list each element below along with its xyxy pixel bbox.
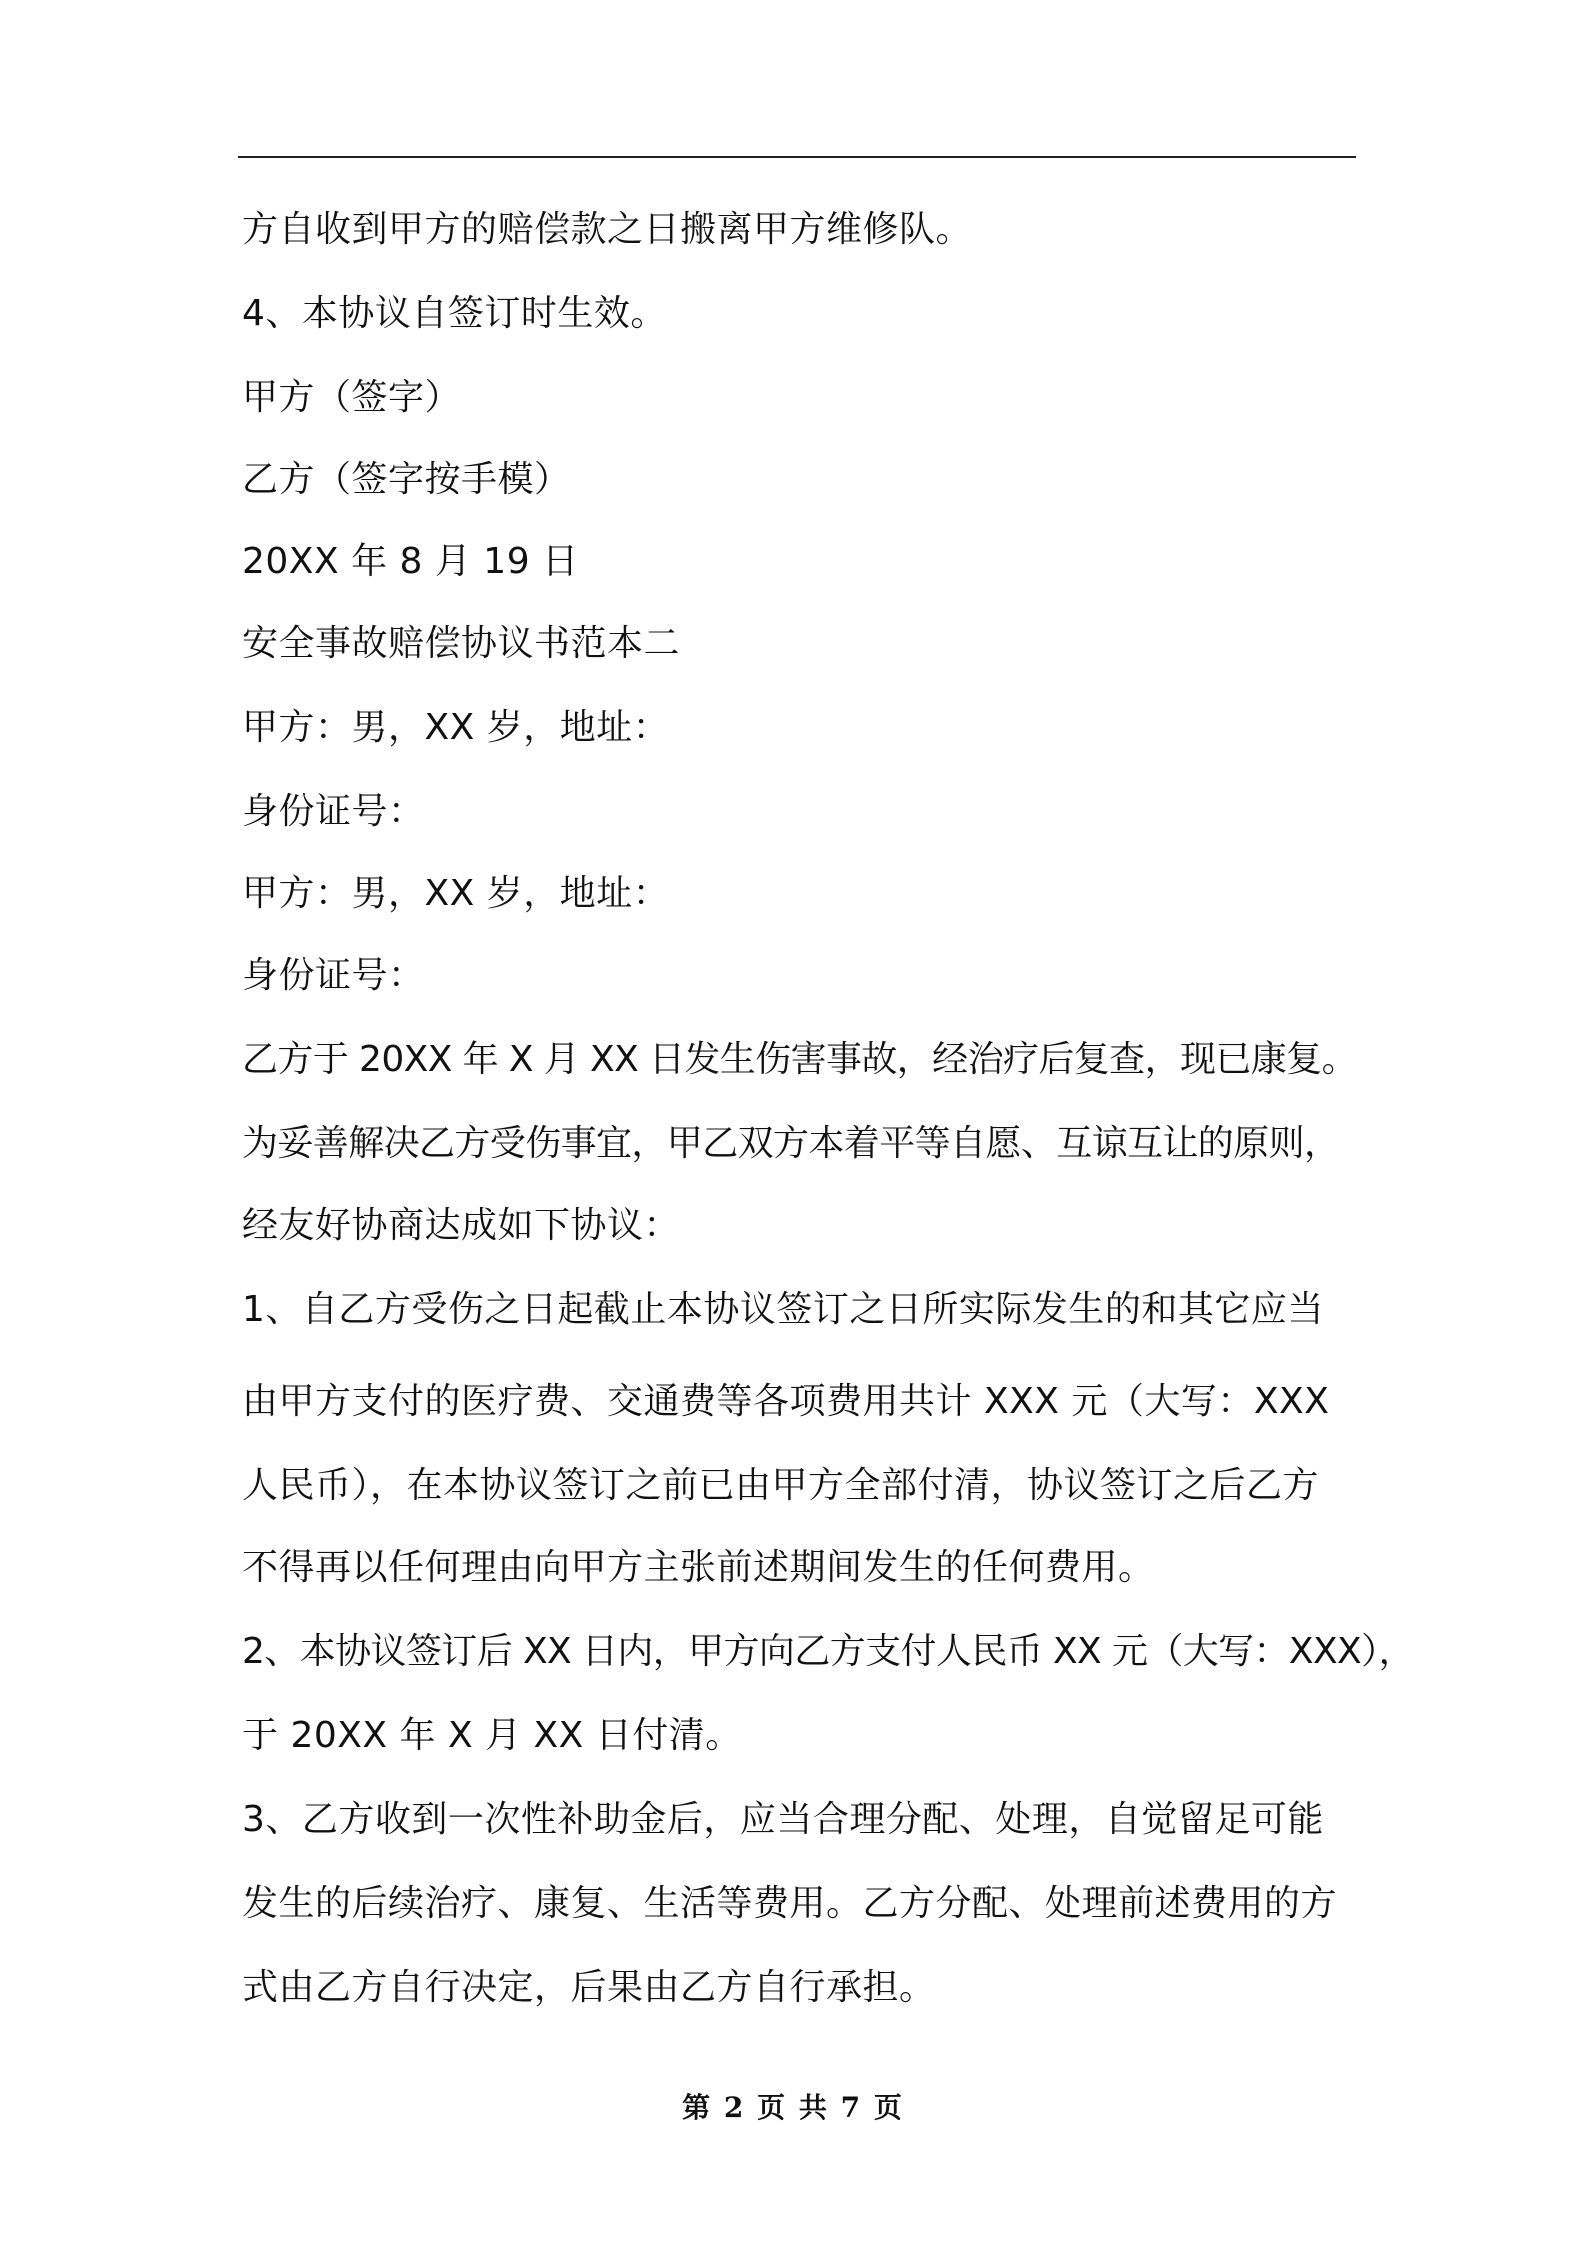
text-line: 身份证号： <box>242 955 425 996</box>
text-line: 于 20XX 年 X 月 XX 日付清。 <box>242 1715 742 1756</box>
text-line: 由甲方支付的医疗费、交通费等各项费用共计 XXX 元（大写：XXX <box>242 1381 1330 1422</box>
text-line: 2、本协议签订后 XX 日内，甲方向乙方支付人民币 XX 元（大写：XXX）， <box>242 1631 1414 1672</box>
text-line: 甲方：男，XX 岁，地址： <box>242 707 670 748</box>
page-number: 第 2 页 共 7 页 <box>682 2091 904 2124</box>
text-line: 3、乙方收到一次性补助金后，应当合理分配、处理，自觉留足可能 <box>242 1799 1324 1840</box>
text-line: 乙方（签字按手模） <box>242 459 571 500</box>
text-line: 4、本协议自签订时生效。 <box>242 293 667 334</box>
text-line: 人民币），在本协议签订之前已由甲方全部付清，协议签订之后乙方 <box>242 1465 1320 1506</box>
text-line: 甲方：男，XX 岁，地址： <box>242 873 670 914</box>
text-line: 为妥善解决乙方受伤事宜，甲乙双方本着平等自愿、互谅互让的原则， <box>242 1123 1340 1164</box>
header-rule <box>238 156 1356 158</box>
text-line: 甲方（签字） <box>242 377 462 418</box>
text-line: 式由乙方自行决定，后果由乙方自行承担。 <box>242 1967 936 2008</box>
text-line: 1、自乙方受伤之日起截止本协议签订之日所实际发生的和其它应当 <box>242 1289 1324 1330</box>
text-line: 方自收到甲方的赔偿款之日搬离甲方维修队。 <box>242 209 973 250</box>
text-line: 发生的后续治疗、康复、生活等费用。乙方分配、处理前述费用的方 <box>242 1883 1338 1924</box>
text-line: 乙方于 20XX 年 X 月 XX 日发生伤害事故，经治疗后复查，现已康复。 <box>242 1039 1357 1080</box>
text-line: 不得再以任何理由向甲方主张前述期间发生的任何费用。 <box>242 1547 1155 1588</box>
text-line: 经友好协商达成如下协议： <box>242 1205 681 1246</box>
text-line: 20XX 年 8 月 19 日 <box>242 541 579 582</box>
section-title: 安全事故赔偿协议书范本二 <box>242 623 681 664</box>
text-line: 身份证号： <box>242 791 425 832</box>
